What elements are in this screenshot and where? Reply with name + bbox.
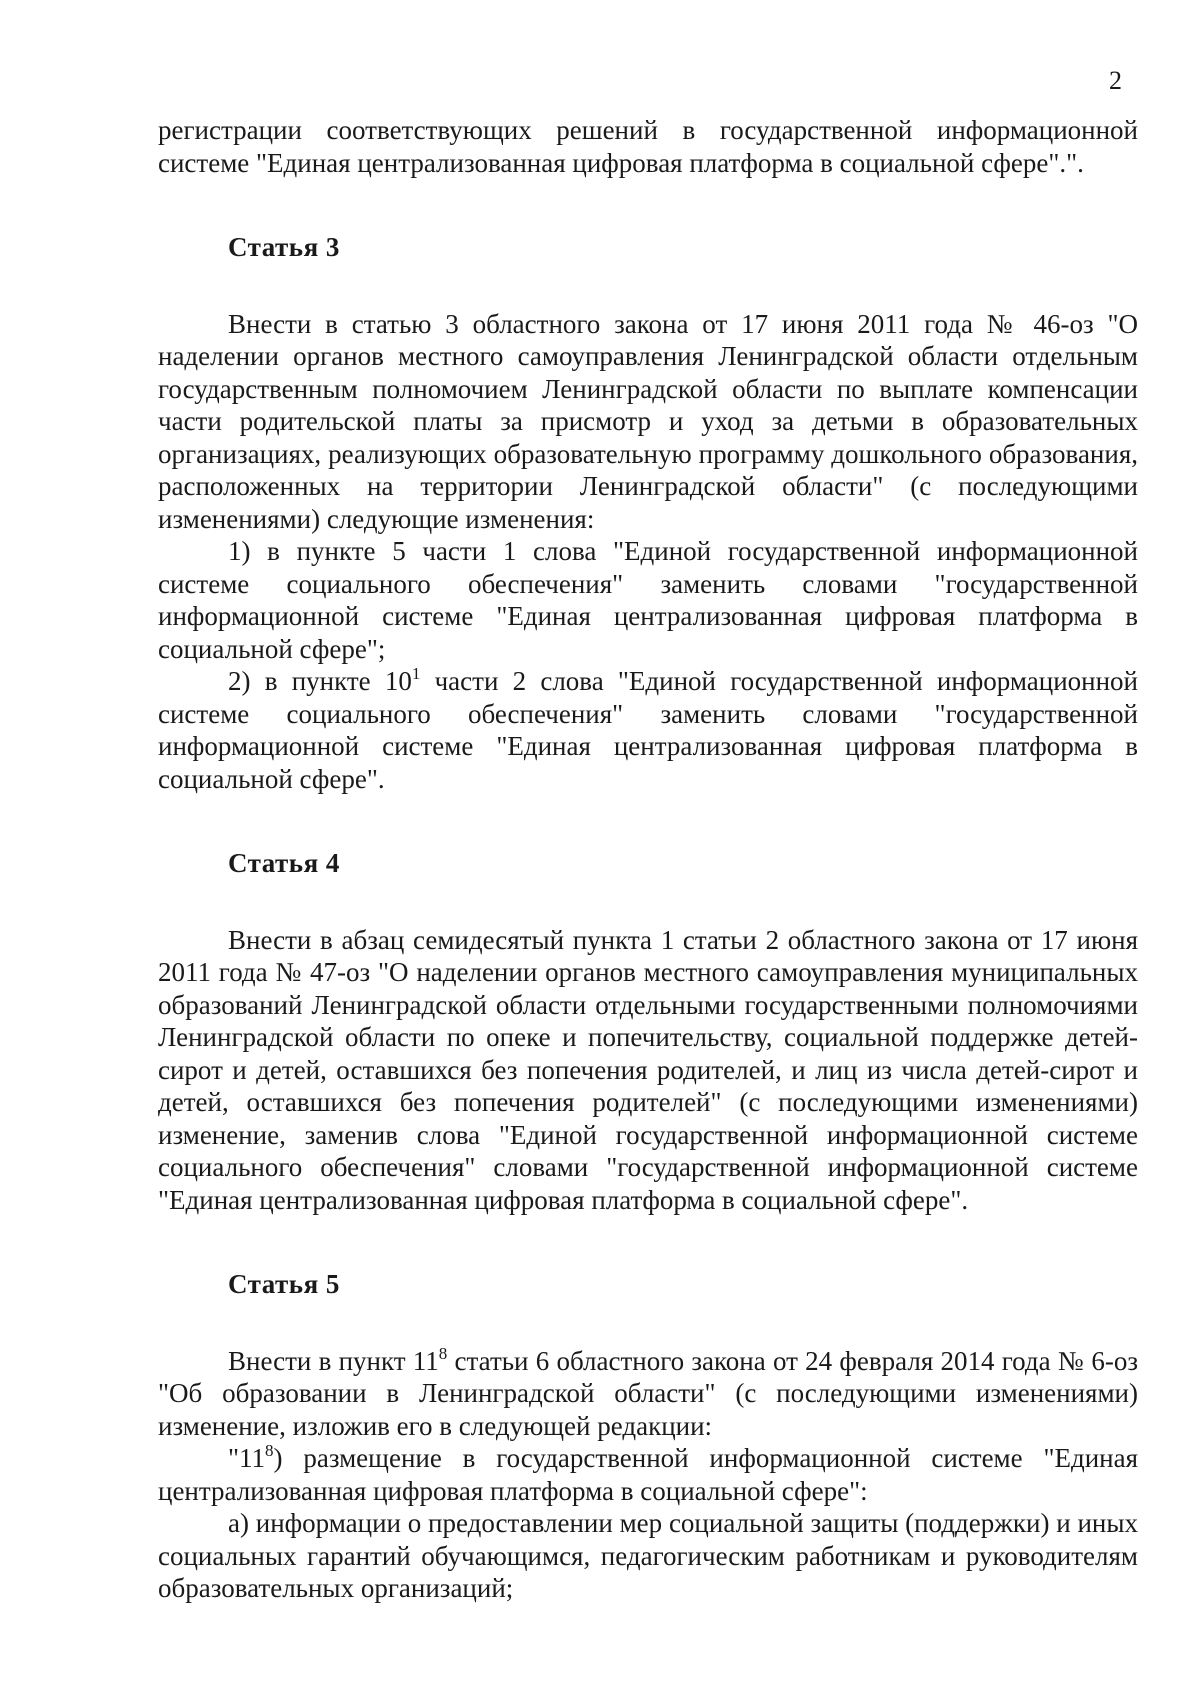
article-5-paragraph-2-prefix: "11 bbox=[228, 1443, 266, 1473]
article-3-item-2-prefix: 2) в пункте 10 bbox=[228, 666, 412, 696]
article-4-heading: Статья 4 bbox=[228, 848, 340, 878]
article-3-item-1: 1) в пункте 5 части 1 слова "Единой государственной информационной системе социального обеспечения" заменить словами "государственной информационной системе "Единая централизованная цифровая платформа в социальной сфере"; bbox=[158, 536, 1138, 664]
article-5-paragraph-1-superscript: 8 bbox=[438, 1343, 448, 1363]
article-3-item-2-suffix: части 2 слова "Единой государственной информационной системе социального обеспечения" заменить словами "государственной информационной системе "Единая централизованная цифровая платформа в социальной сфере". bbox=[158, 666, 1139, 794]
article-5-heading: Статья 5 bbox=[228, 1269, 340, 1299]
article-5-paragraph-1 bbox=[158, 1345, 1138, 1443]
article-5-paragraph-3: а) информации о предоставлении мер социальной защиты (поддержки) и иных социальных гарантий обучающимся, педагогическим работникам и руководителям образовательных организаций; bbox=[158, 1508, 1138, 1603]
article-5-paragraph-1-suffix: статьи 6 областного закона от 24 февраля 2014 года № 6-оз "Об образовании в Ленинградской области" (с последующими изменениями) изменение, изложив его в следующей редакции: bbox=[158, 1345, 1138, 1441]
article-3-heading: Статья 3 bbox=[228, 232, 340, 262]
article-4-paragraph: Внести в абзац семидесятый пункта 1 статьи 2 областного закона от 17 июня 2011 года № 47-оз "О наделении органов местного самоуправления муниципальных образований Ленинградской области отдельными государственными полномочиями Ленинградской области по опеке и попечительству, социальной поддержке детей-сирот и детей, оставшихся без попечения родителей, и лиц из числа детей-сирот и детей, оставшихся без попечения родителей" (с последующими изменениями) изменение, заменив слова "Единой государственной информационной системе социального обеспечения" словами "государственной информационной системе "Единая централизованная цифровая платформа в социальной сфере". bbox=[158, 924, 1138, 1215]
page-number: 2 bbox=[1109, 66, 1122, 95]
article-3-paragraph: Внести в статью 3 областного закона от 17 июня 2011 года № 46-оз "О наделении органов местного самоуправления Ленинградской области отдельным государственным полномочием Ленинградской области по выплате компенсации части родительской платы за присмотр и уход за детьми в образовательных организациях, реализующих образовательную программу дошкольного образования, расположенных на территории Ленинградской области" (с последующими изменениями) следующие изменения: bbox=[158, 308, 1138, 534]
article-5-paragraph-2-superscript: 8 bbox=[265, 1441, 274, 1460]
document-body bbox=[158, 114, 1138, 1605]
intro-paragraph: регистрации соответствующих решений в государственной информационной системе "Единая централизованная цифровая платформа в социальной сфере".". bbox=[158, 115, 1138, 178]
article-3-item-2 bbox=[158, 665, 1138, 795]
article-5-paragraph-2-suffix: ) размещение в государственной информационной системе "Единая централизованная цифровая платформа в социальной сфере": bbox=[158, 1443, 1138, 1506]
article-3-item-2-superscript: 1 bbox=[411, 664, 421, 683]
article-5-paragraph-2 bbox=[158, 1442, 1138, 1507]
article-5-paragraph-1-prefix: Внести в пункт 11 bbox=[228, 1345, 439, 1376]
